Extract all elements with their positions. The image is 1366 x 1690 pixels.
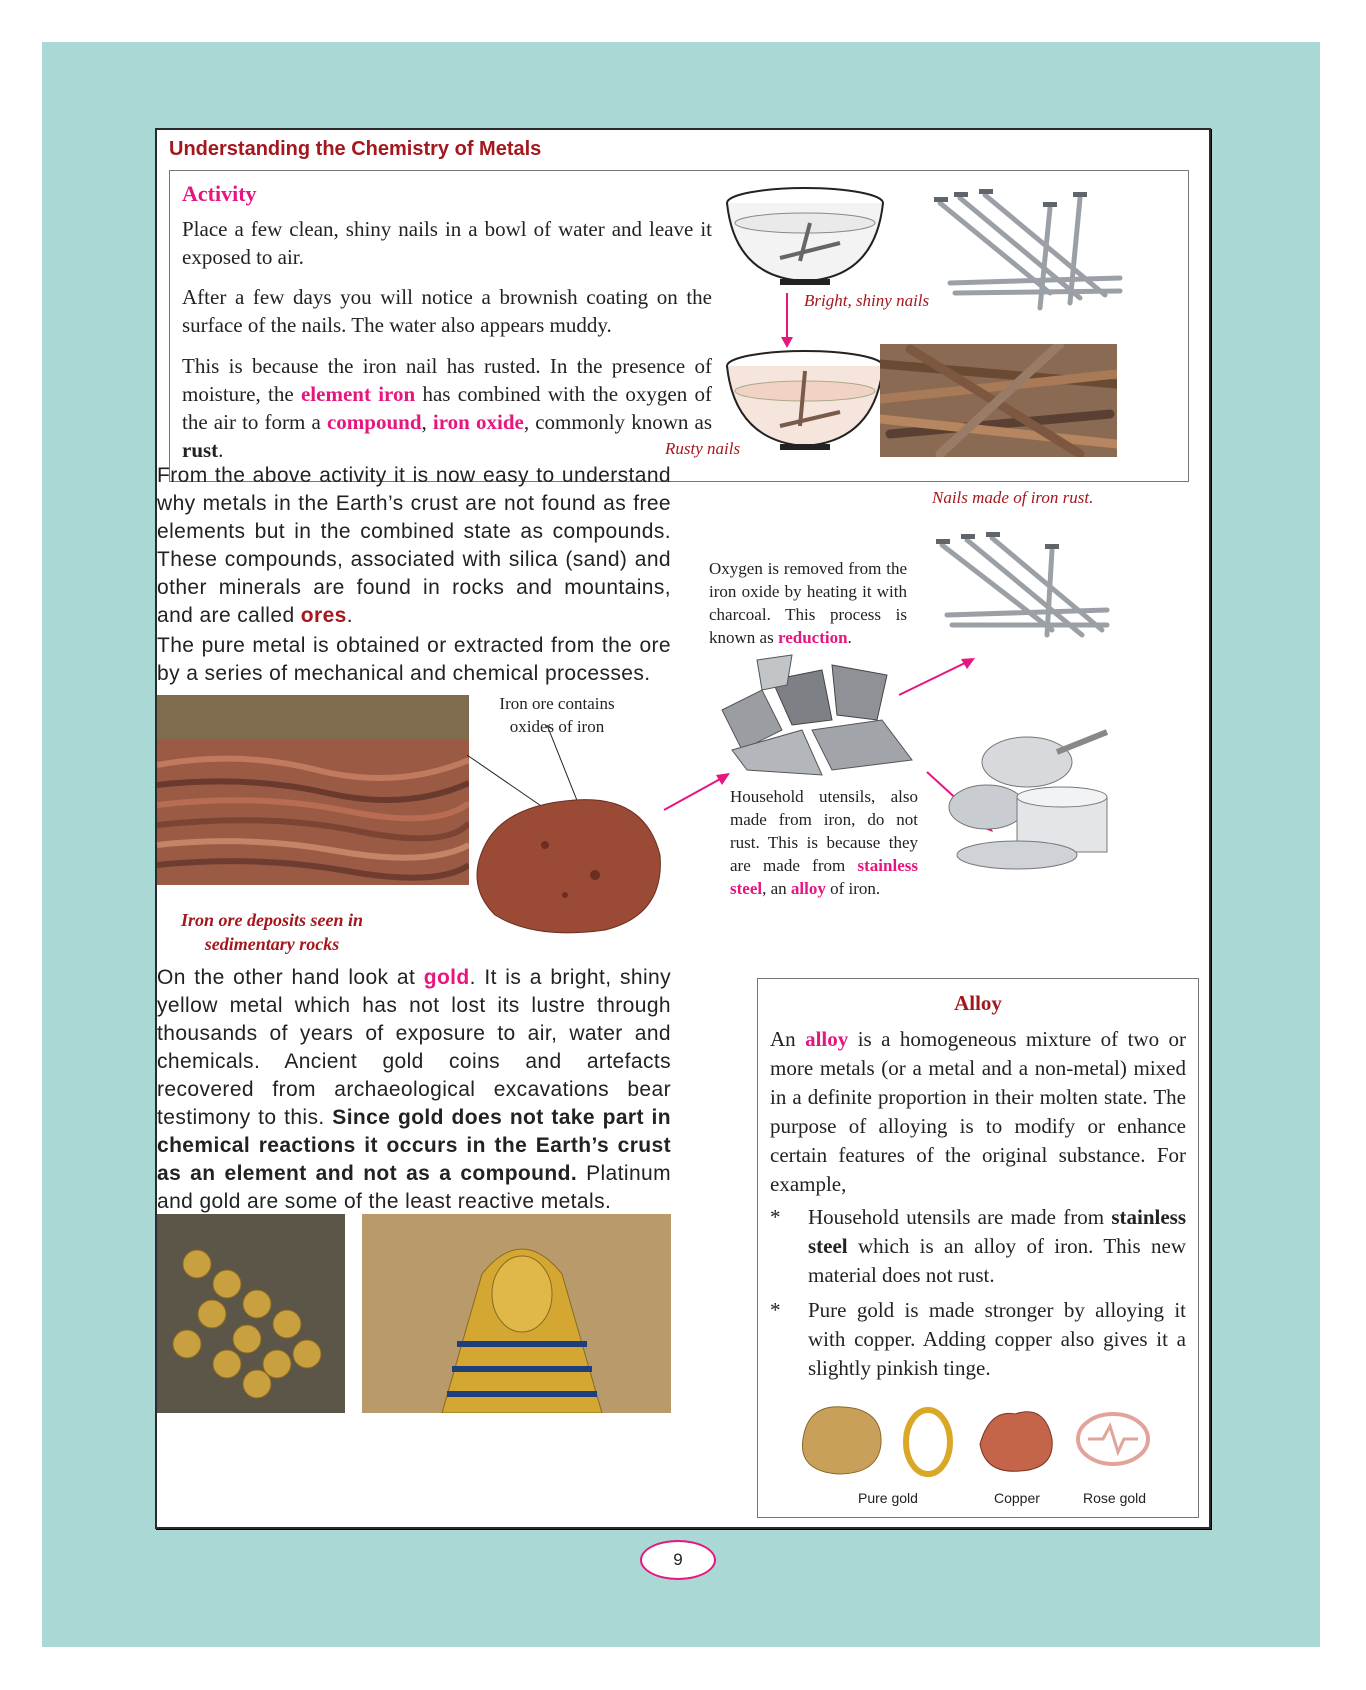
note-reduction: Oxygen is removed from the iron oxide by heating it with charcoal. This process is known as reduction. bbox=[709, 559, 907, 647]
bowl-shiny-nails-illustration bbox=[720, 183, 890, 288]
gold-bangle bbox=[898, 1404, 958, 1479]
rusty-nails-photo bbox=[880, 344, 1117, 457]
paragraph-gold: On the other hand look at gold. It is a bright, shiny yellow metal which has not lost its lustre through thousands of years of exposure to air, water and chemicals. Ancient gold coins and artefacts recovered from archaeological excavations bear testimony to this. Since gold does not take part in chemical reactions it occurs in the Earth’s crust as an element and not as a compound. Platinum and gold are some of the least reactive metals. bbox=[157, 966, 672, 1213]
golden-mask-photo bbox=[362, 1214, 671, 1413]
pure-gold-nugget bbox=[793, 1399, 888, 1479]
activity-paragraph-1: Place a few clean, shiny nails in a bowl of water and leave it exposed to air. bbox=[182, 217, 712, 269]
shiny-nails-image bbox=[930, 183, 1130, 313]
activity-paragraph-3: This is because the iron nail has rusted. In the presence of moisture, the element iron has combined with the oxygen of the air to form a compound, iron oxide, commonly known as rust. bbox=[182, 354, 712, 462]
alloy-paragraph: An alloy is a homogeneous mixture of two or more metals (or a metal and a non-metal) mixed in a definite proportion in their molten state. The purpose of alloying is to modify or enhance certain features of the original substance. For example, bbox=[770, 1027, 1186, 1196]
down-arrow bbox=[780, 293, 794, 348]
ancient-gold-coins-photo bbox=[157, 1214, 345, 1413]
alloy-title: Alloy bbox=[954, 991, 1002, 1015]
activity-paragraph-2: After a few days you will notice a brownish coating on the surface of the nails. The water also appears muddy. bbox=[182, 285, 712, 337]
note-iron-ore: Iron ore contains oxides of iron bbox=[499, 694, 615, 736]
alloy-bullet-2: * Pure gold is made stronger by alloying it with copper. Adding copper also gives it a slightly pinkish tinge. bbox=[770, 1298, 1186, 1380]
page-number: 9 bbox=[640, 1540, 716, 1580]
label-pure-gold: Pure gold bbox=[858, 1490, 918, 1506]
activity-box bbox=[169, 170, 1189, 482]
iron-ore-deposits-photo bbox=[157, 695, 469, 885]
alloy-bullet-1: * Household utensils are made from stainless steel which is an alloy of iron. This new material does not rust. bbox=[770, 1205, 1186, 1287]
textbook-page bbox=[155, 128, 1211, 1529]
stainless-steel-utensils bbox=[947, 727, 1122, 877]
caption-iron-ore-deposits: Iron ore deposits seen in sedimentary rocks bbox=[180, 910, 364, 954]
activity-heading: Activity bbox=[182, 181, 257, 206]
copper-nugget bbox=[970, 1399, 1060, 1479]
iron-metal-pieces bbox=[712, 650, 917, 780]
paragraph-ores: From the above activity it is now easy to understand why metals in the Earth’s crust are not found as free elements but in the combined state as compounds. These compounds, associated with silica (sand) and other minerals are found in rocks and mountains, and are called ores. bbox=[157, 464, 671, 627]
iron-nails-image bbox=[932, 530, 1112, 640]
caption-rusty-nails: Rusty nails bbox=[665, 439, 741, 458]
bowl-rusty-nails-illustration bbox=[720, 346, 890, 456]
paragraph-extraction: The pure metal is obtained or extracted from the ore by a series of mechanical and chemical processes. bbox=[157, 634, 671, 685]
arrow-ore-to-metal bbox=[662, 770, 732, 815]
alloy-box bbox=[757, 978, 1199, 1518]
iron-ore-rock bbox=[465, 785, 665, 940]
caption-bright-nails: Bright, shiny nails bbox=[804, 291, 930, 310]
section-title: Understanding the Chemistry of Metals bbox=[169, 138, 542, 160]
caption-nails-rust: Nails made of iron rust. bbox=[932, 488, 1094, 507]
label-copper: Copper bbox=[994, 1490, 1040, 1506]
label-rose-gold: Rose gold bbox=[1083, 1490, 1147, 1506]
note-utensils: Household utensils, also made from iron, do not rust. This is because they are made from stainless steel, an alloy of iron. bbox=[730, 787, 918, 898]
rose-gold-ring bbox=[1068, 1404, 1158, 1474]
